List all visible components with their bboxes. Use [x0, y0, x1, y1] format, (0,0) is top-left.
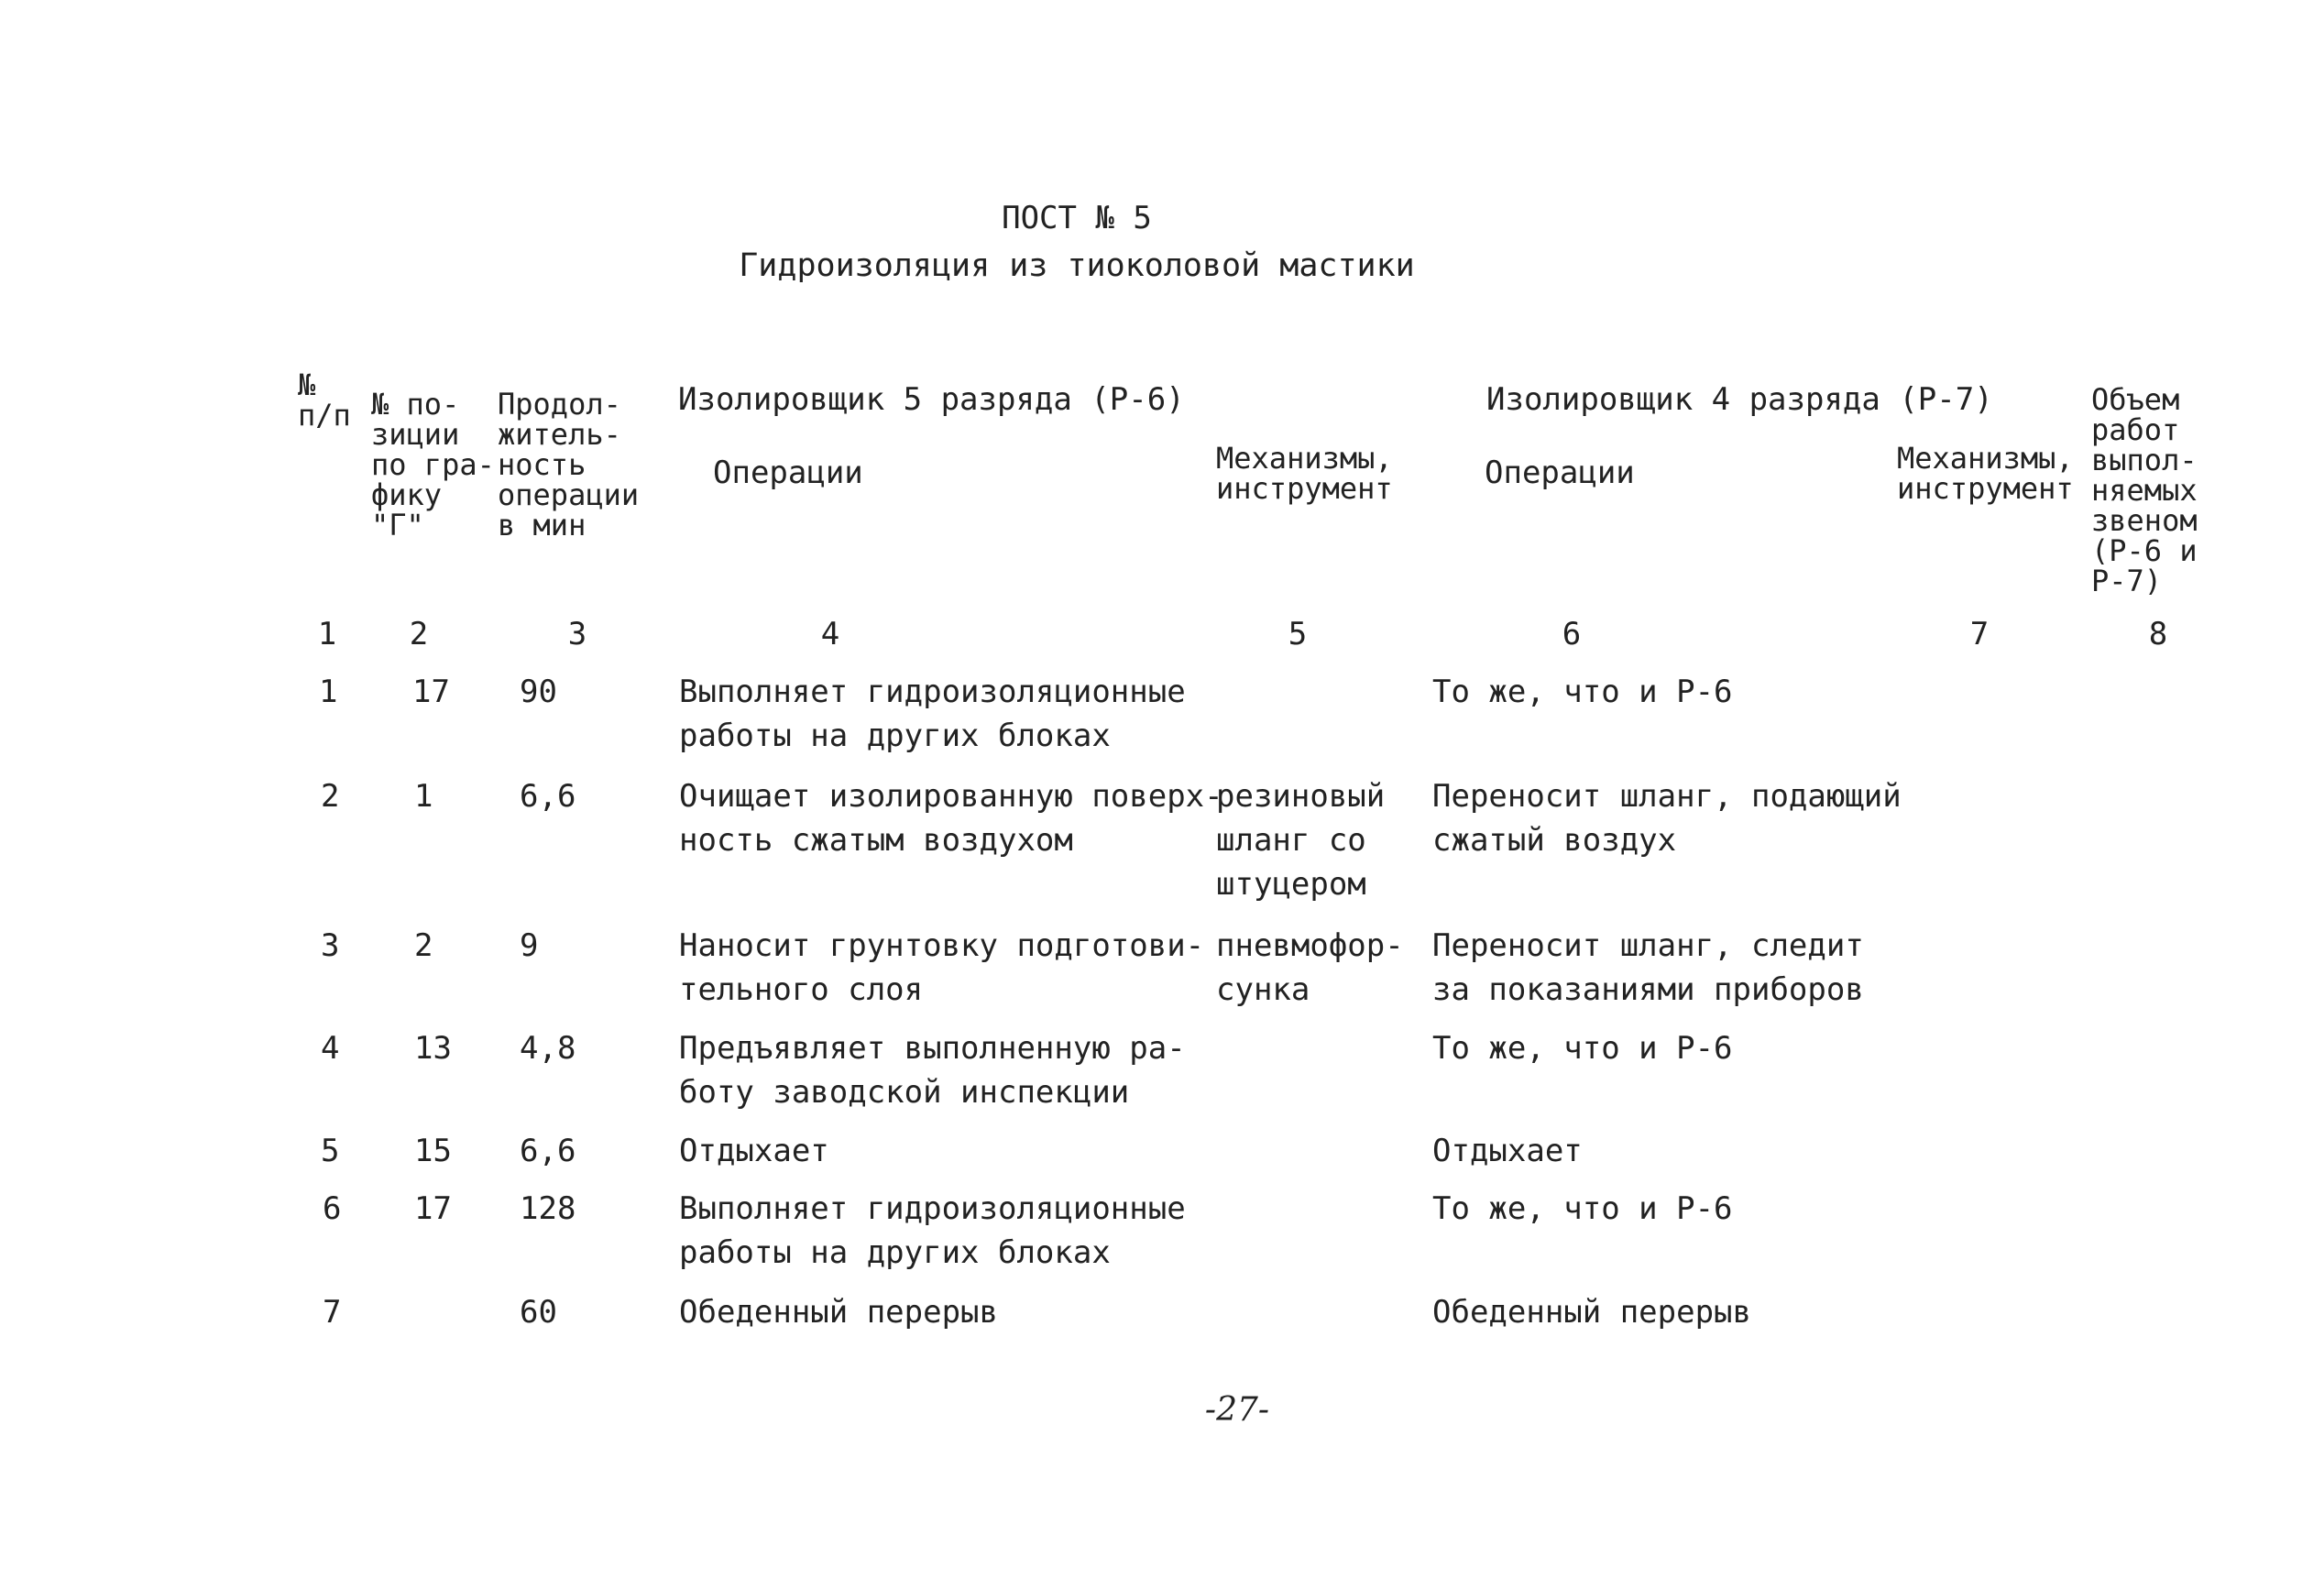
row2-operation-r7: Переносит шланг, подающий сжатый воздух [1432, 778, 1902, 859]
row1-operation-r7: То же, что и Р-6 [1432, 674, 1733, 710]
row3-position: 2 [414, 927, 433, 964]
row4-operation-r7: То же, что и Р-6 [1432, 1030, 1733, 1067]
row6-position: 17 [414, 1190, 452, 1227]
column-number-1: 1 [317, 616, 337, 652]
row5-operation-r7: Отдыхает [1432, 1133, 1583, 1169]
column-number-7: 7 [1969, 616, 1990, 652]
header-worker2: Изолировщик 4 разряда (Р-7) [1486, 381, 1993, 418]
row4-operation-r6: Предъявляет выполненную ра- боту заводской инспекции [679, 1030, 1186, 1111]
row6-operation-r7: То же, что и Р-6 [1432, 1190, 1733, 1227]
header-worker2-operations: Операции [1485, 455, 1635, 491]
row7-operation-r6: Обеденный перерыв [679, 1294, 998, 1331]
row6-number: 6 [323, 1190, 342, 1227]
header-position: № по- зиции по гра- фику "Г" [371, 387, 495, 542]
row4-duration: 4,8 [520, 1030, 576, 1067]
row3-operation-r6: Наносит грунтовку подготови- тельного слоя [679, 927, 1205, 1008]
row5-number: 5 [321, 1133, 340, 1169]
row2-operation-r6: Очищает изолированную поверх- ность сжатым воздухом [679, 778, 1223, 859]
row7-duration: 60 [520, 1294, 557, 1331]
row3-operation-r7: Переносит шланг, следит за показаниями приборов [1432, 927, 1864, 1008]
row4-number: 4 [321, 1030, 340, 1067]
row2-position: 1 [414, 778, 433, 815]
column-number-5: 5 [1288, 616, 1308, 652]
page-title: ПОСТ № 5 [1002, 200, 1152, 236]
header-worker2-mechanisms: Механизмы, инструмент [1897, 441, 2074, 506]
row7-number: 7 [323, 1294, 342, 1331]
row2-mechanism-r6: резиновый шланг со штуцером [1216, 778, 1386, 903]
row5-position: 15 [414, 1133, 452, 1169]
row5-operation-r6: Отдыхает [679, 1133, 829, 1169]
header-volume: Объем работ выпол- няемых звеном (Р-6 и Р-7) [2091, 382, 2198, 598]
row3-mechanism-r6: пневмофор- сунка [1216, 927, 1404, 1008]
row3-number: 3 [321, 927, 340, 964]
row7-operation-r7: Обеденный перерыв [1432, 1294, 1751, 1331]
row3-duration: 9 [520, 927, 539, 964]
column-number-2: 2 [409, 616, 429, 652]
column-number-6: 6 [1562, 616, 1582, 652]
page-subtitle: Гидроизоляция из тиоколовой мастики [739, 247, 1415, 284]
header-worker1-operations: Операции [713, 455, 863, 491]
row1-operation-r6: Выполняет гидроизоляционные работы на других блоках [679, 674, 1186, 754]
row1-position: 17 [412, 674, 450, 710]
header-worker1: Изолировщик 5 разряда (Р-6) [678, 381, 1185, 418]
row5-duration: 6,6 [520, 1133, 576, 1169]
row1-duration: 90 [520, 674, 557, 710]
column-number-4: 4 [820, 616, 840, 652]
row2-duration: 6,6 [520, 778, 576, 815]
row6-duration: 128 [520, 1190, 576, 1227]
row6-operation-r6: Выполняет гидроизоляционные работы на других блоках [679, 1190, 1186, 1271]
page-number: -27- [1204, 1391, 1270, 1429]
row4-position: 13 [414, 1030, 452, 1067]
header-duration: Продол- житель- ность операции в мин [498, 387, 640, 542]
row1-number: 1 [319, 674, 338, 710]
column-number-3: 3 [567, 616, 587, 652]
header-worker1-mechanisms: Механизмы, инструмент [1216, 441, 1393, 506]
header-row-number: № п/п [298, 367, 351, 433]
column-number-8: 8 [2148, 616, 2168, 652]
row2-number: 2 [321, 778, 340, 815]
